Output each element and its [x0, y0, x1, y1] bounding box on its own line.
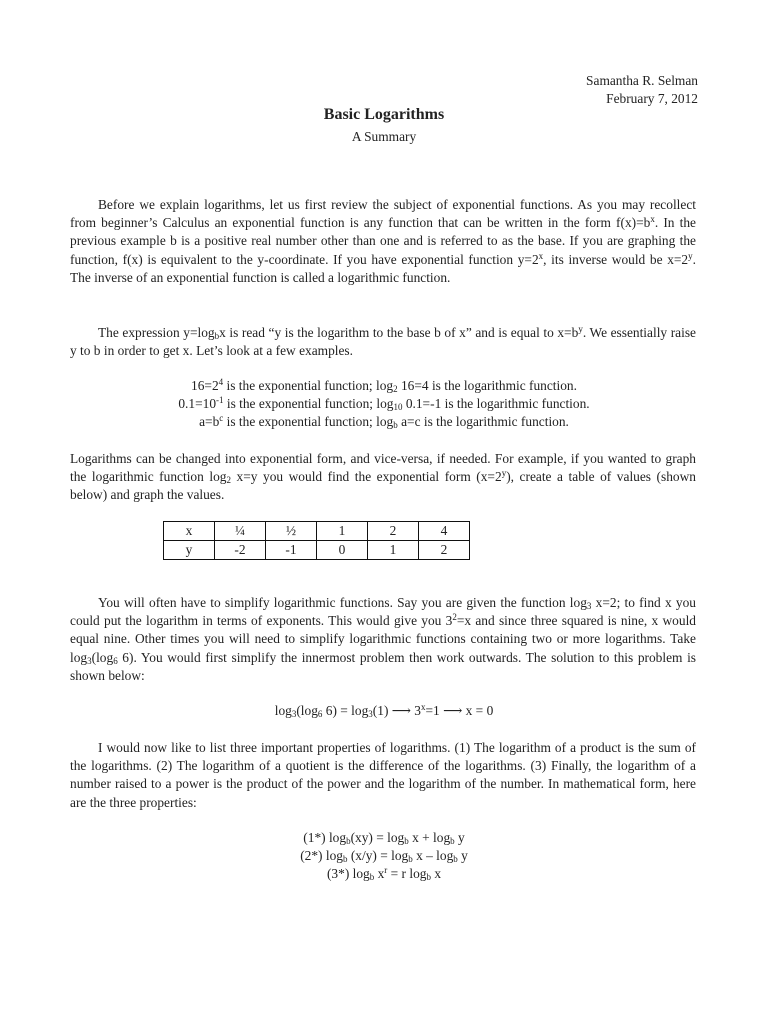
table-cell: 4 — [419, 522, 470, 541]
example-2: $0.1=10^{-1}$ is the exponential function; $\log_{10} 0.1=-1$ is the logarithmic function. — [178, 395, 590, 412]
example-3: $a=b^c$ is the exponential function; $\log_b a=c$ is the logarithmic function. — [199, 413, 569, 430]
paragraph-conversion: Logarithms can be changed into exponential form, and vice-versa, if needed. For example, if you wanted to graph the logarithmic function $\log_2 x=y$ you would find the exponential form $(x=2^y)$, create a table of values (shown below) and graph the values. — [70, 451, 696, 503]
paragraph-properties-intro: I would now like to list three important properties of logarithms. (1) The logarithm of a product is the sum of the logarithms. (2) The logarithm of a quotient is the difference of the logarithms. (3) Finally, the logarithm of a number raised to a power is the product of the power and the logarithm of the number. In mathematical form, here are the three properties: — [70, 740, 696, 810]
paragraph-exponential-intro: Before we explain logarithms, let us first review the subject of exponential functions. As you may recollect from beginner’s Calculus an exponential function is any function that can be written in the form $f(x)=b^x$. In the previous example b is a positive real number other than one and is referred to as the base. If you are graphing the function, f(x) is equivalent to the y-coordinate. If you have exponential function $y=2^x$, its inverse would be $x=2^y$. The inverse of an exponential function is called a logarithmic function. — [70, 197, 696, 285]
table-cell: 1 — [368, 541, 419, 560]
property-2: (2*) $\log_b (x/y) = \log_b x - \log_b y$ — [300, 848, 468, 864]
table-cell: 2 — [419, 541, 470, 560]
table-cell: ¼ — [215, 522, 266, 541]
values-table — [163, 521, 470, 560]
table-row — [164, 522, 470, 541]
table-cell: 2 — [368, 522, 419, 541]
table-cell: 1 — [317, 522, 368, 541]
table-cell: -2 — [215, 541, 266, 560]
solution-equation: $\log_3(\log_6$ $6) = \log_3(1)$ ⟶ $3^x=1$ ⟶ x = 0 — [274, 702, 494, 719]
document-title: Basic Logarithms — [323, 106, 445, 123]
table-cell: 0 — [317, 541, 368, 560]
table-row — [164, 541, 470, 560]
property-1: (1*) $\log_b(xy) = \log_b x + \log_b y$ — [303, 830, 465, 846]
author-name: Samantha R. Selman — [586, 73, 698, 88]
paragraph-simplify: You will often have to simplify logarithmic functions. Say you are given the function $\log_3 x=2$; to find x you could put the logarithm in terms of exponents. This would give you $3^2=x$ and since three squared is nine, x would equal nine. Other times you will need to simplify logarithmic functions containing two or more logarithms. Take $\log_3(\log_6$ 6). You would first simplify the innermost problem then work outwards. The solution to this problem is shown below: — [70, 595, 696, 683]
examples-block — [0, 377, 768, 431]
paragraph-log-definition: The expression $y=\log_bx$ is read “y is the logarithm to the base b of x” and is equal to $x=b^y$. We essentially raise y to b in order to get x. Let’s look at a few examples. — [70, 324, 696, 359]
document-date: February 7, 2012 — [606, 91, 698, 106]
table-cell: x — [164, 522, 215, 541]
example-1: $16=2^4$ is the exponential function; $\log_2 16=4$ is the logarithmic function. — [191, 377, 577, 394]
author-date-block — [586, 72, 698, 108]
table-cell: y — [164, 541, 215, 560]
property-3: (3*) $\log_b x^r = r$ $\log_b x$ — [326, 865, 442, 882]
table-cell: -1 — [266, 541, 317, 560]
document-subtitle: A Summary — [351, 129, 417, 144]
properties-block — [0, 829, 768, 883]
table-cell: ½ — [266, 522, 317, 541]
